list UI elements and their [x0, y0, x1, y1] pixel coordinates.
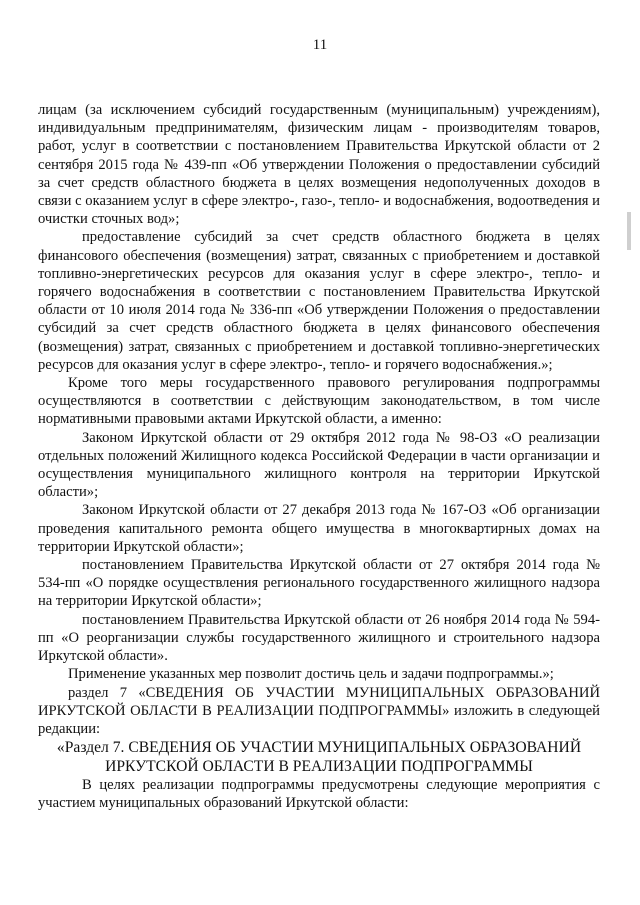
paragraph: Законом Иркутской области от 27 декабря 2013 года № 167-ОЗ «Об организации проведения капитального ремонта общего имущества в многоквартирных домах на территории Иркутской области»;: [38, 502, 600, 555]
paragraph: раздел 7 «СВЕДЕНИЯ ОБ УЧАСТИИ МУНИЦИПАЛЬНЫХ ОБРАЗОВАНИЙ ИРКУТСКОЙ ОБЛАСТИ В РЕАЛИЗАЦИИ ПОДПРОГРАММЫ» изложить в следующей редакции:: [38, 684, 600, 737]
page-number: 11: [312, 37, 328, 53]
paragraph: постановлением Правительства Иркутской области от 27 октября 2014 года № 534-пп «О порядке осуществления регионального государственного жилищного надзора на территории Иркутской области»;: [38, 557, 600, 610]
paragraph: Применение указанных мер позволит достичь цель и задачи подпрограммы.»;: [68, 666, 554, 683]
paragraph: В целях реализации подпрограммы предусмотрены следующие мероприятия с участием муниципальных образований Иркутской области:: [38, 777, 600, 812]
paragraph: постановлением Правительства Иркутской области от 26 ноября 2014 года № 594-пп «О реорганизации службы государственного жилищного и строительного надзора Иркутской области».: [38, 611, 600, 665]
paragraph: предоставление субсидий за счет средств областного бюджета в целях финансового обеспечения (возмещения) затрат, связанных с приобретением и доставкой топливно-энергетических ресурсов для оказания услуг в сфере электро-, тепло- и горячего водоснабжения в соответствии с постановлением Правительства Иркутской области от 10 июля 2014 года № 336-пп «Об утверждении Положения о предоставлении субсидий за счет средств областного бюджета в целях финансового обеспечения (возмещения) затрат, связанных с приобретением и доставкой топливно-энергетических ресурсов для оказания услуг в сфере электро-, тепло- и горячего водоснабжения.»;: [38, 229, 600, 373]
section-heading-line-1: «Раздел 7. СВЕДЕНИЯ ОБ УЧАСТИИ МУНИЦИПАЛЬНЫХ ОБРАЗОВАНИЙ: [56, 739, 582, 757]
paragraph: Кроме того меры государственного правового регулирования подпрограммы осуществляются в соответствии с действующим законодательством, в том числе нормативными правовыми актами Иркутской области, а именно:: [38, 375, 600, 428]
document-body: [38, 101, 600, 813]
paragraph: лицам (за исключением субсидий государственным (муниципальным) учреждениям), индивидуальным предпринимателям, физическим лицам - производителям товаров, работ, услуг в соответствии с постановлением Правительства Иркутской области от 2 сентября 2015 года № 439-пп «Об утверждении Положения о предоставлении субсидий за счет средств областного бюджета в целях возмещения недополученных доходов в связи с оказанием услуг в сфере электро-, газо-, тепло- и водоснабжения, водоотведения и очистки сточных вод»;: [38, 102, 600, 228]
scan-margin-mark: [627, 212, 631, 250]
paragraph: Законом Иркутской области от 29 октября 2012 года № 98-ОЗ «О реализации отдельных положений Жилищного кодекса Российской Федерации в части организации и осуществления муниципального жилищного контроля на территории Иркутской области»;: [38, 429, 600, 501]
section-heading-line-2: ИРКУТСКОЙ ОБЛАСТИ В РЕАЛИЗАЦИИ ПОДПРОГРАММЫ: [105, 758, 533, 776]
